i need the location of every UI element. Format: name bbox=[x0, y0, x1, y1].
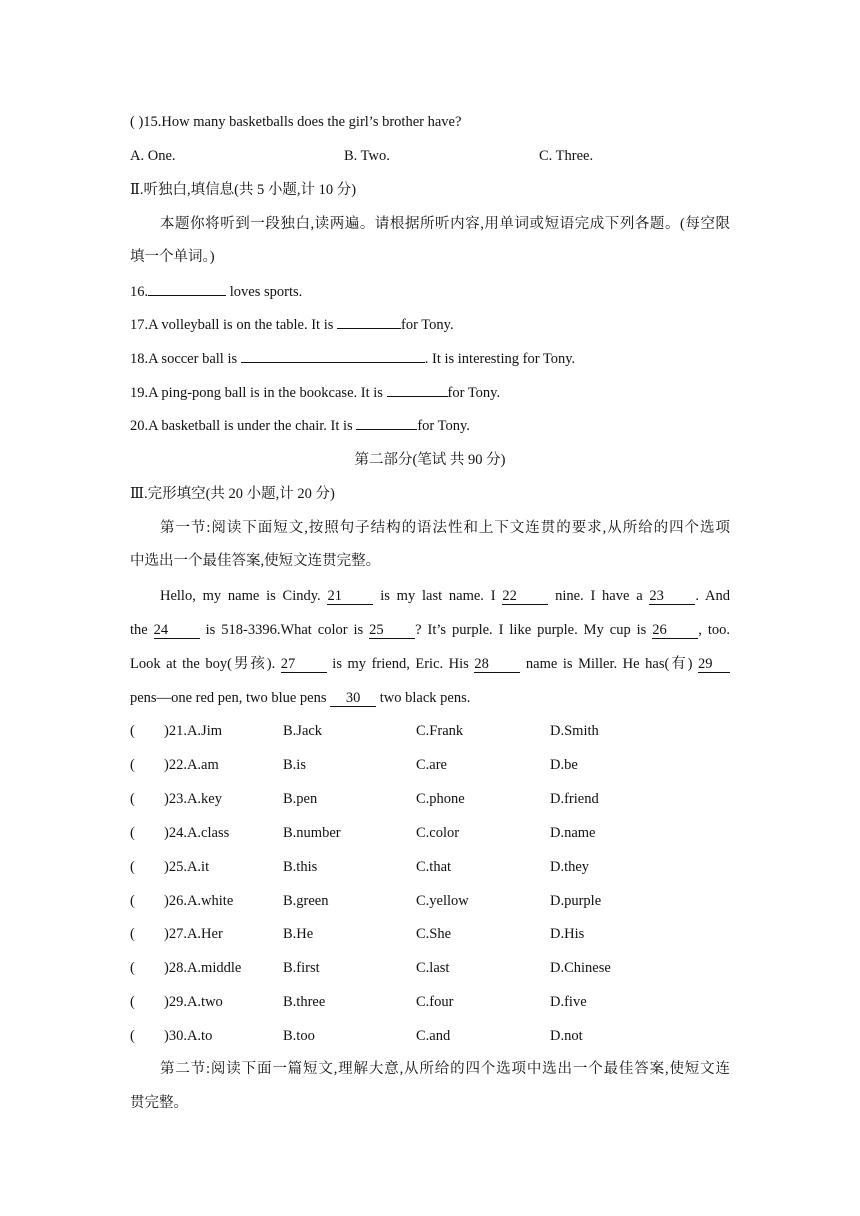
choice-c: C.phone bbox=[416, 790, 465, 807]
choice-a: )21.A.Jim bbox=[164, 723, 222, 739]
choice-a: )26.A.white bbox=[164, 892, 234, 909]
cloze-blank-24: 24 bbox=[154, 622, 200, 639]
choice-d: D.not bbox=[550, 1028, 583, 1045]
cloze-blank-27: 27 bbox=[281, 656, 327, 673]
choice-c: C.four bbox=[416, 994, 454, 1011]
choice-b: B.three bbox=[283, 994, 326, 1011]
choice-c: C.yellow bbox=[416, 892, 469, 909]
question-15 bbox=[130, 112, 461, 132]
section-3-part-1-instructions-line-1: 第一节:阅读下面短文,按照句子结构的语法性和上下文连贯的要求,从所给的四个选项 bbox=[160, 520, 730, 536]
choice-c: C.last bbox=[416, 960, 450, 977]
section-2-instructions-line-2: 填一个单词。) bbox=[130, 249, 215, 265]
choice-b: B.He bbox=[283, 926, 314, 943]
choice-b: B.number bbox=[283, 824, 341, 841]
passage-line-4: pens—one red pen, two blue pens 30 two black pens. bbox=[130, 690, 471, 706]
option-a: A. One. bbox=[130, 148, 176, 164]
fill-item-18: 18.A soccer ball is . It is interesting for Tony. bbox=[130, 351, 576, 367]
option-b: B. Two. bbox=[344, 148, 390, 164]
cloze-blank-29: 29 bbox=[698, 656, 730, 673]
answer-paren: ( bbox=[130, 723, 135, 739]
choice-d: D.five bbox=[550, 994, 587, 1011]
choice-c: C.are bbox=[416, 756, 447, 773]
section-2-title: Ⅱ.听独白,填信息(共 5 小题,计 10 分) bbox=[130, 182, 357, 198]
choice-a: )27.A.Her bbox=[164, 926, 223, 943]
cloze-blank-30: 30 bbox=[330, 690, 376, 707]
cloze-blank-25: 25 bbox=[369, 622, 415, 639]
answer-blank[interactable] bbox=[148, 295, 226, 296]
choice-a: )30.A.to bbox=[164, 1028, 213, 1045]
answer-blank[interactable] bbox=[356, 429, 417, 430]
section-3-part-2-instructions-line-1: 第二节:阅读下面一篇短文,理解大意,从所给的四个选项中选出一个最佳答案,使短文连 bbox=[160, 1061, 730, 1077]
choice-b: B.too bbox=[283, 1028, 315, 1045]
answer-paren: ( ) bbox=[130, 114, 144, 130]
choice-c: C.and bbox=[416, 1028, 451, 1045]
choice-d: D.name bbox=[550, 824, 596, 841]
answer-paren: ( bbox=[130, 756, 135, 773]
cloze-blank-22: 22 bbox=[502, 588, 548, 605]
section-3-part-1-instructions-line-2: 中选出一个最佳答案,使短文连贯完整。 bbox=[130, 553, 381, 569]
choice-b: B.green bbox=[283, 892, 329, 909]
choice-a: )22.A.am bbox=[164, 756, 219, 773]
choice-c: C.Frank bbox=[416, 723, 464, 739]
answer-blank[interactable] bbox=[337, 328, 401, 329]
cloze-blank-23: 23 bbox=[649, 588, 695, 605]
choice-d: D.purple bbox=[550, 892, 602, 909]
choice-a: )24.A.class bbox=[164, 824, 230, 841]
section-3-title: Ⅲ.完形填空(共 20 小题,计 20 分) bbox=[130, 486, 335, 502]
choice-d: D.friend bbox=[550, 790, 599, 807]
question-text: 15.How many basketballs does the girl’s brother have? bbox=[143, 114, 462, 130]
answer-paren: ( bbox=[130, 926, 135, 943]
choice-b: B.this bbox=[283, 858, 318, 875]
choice-a: )29.A.two bbox=[164, 994, 223, 1011]
answer-paren: ( bbox=[130, 790, 135, 807]
fill-item-17: 17.A volleyball is on the table. It is for Tony. bbox=[130, 317, 454, 333]
answer-blank[interactable] bbox=[387, 396, 448, 397]
choice-d: D.Smith bbox=[550, 723, 599, 739]
choice-c: C.She bbox=[416, 926, 452, 943]
passage-line-2: the 24 is 518-3396.What color is 25 ? It’s purple. I like purple. My cup is 26 , too. bbox=[130, 622, 731, 638]
answer-paren: ( bbox=[130, 1028, 135, 1045]
answer-blank[interactable] bbox=[241, 362, 425, 363]
fill-item-19: 19.A ping-pong ball is in the bookcase. It is for Tony. bbox=[130, 385, 501, 401]
choice-b: B.pen bbox=[283, 790, 318, 807]
cloze-blank-28: 28 bbox=[474, 656, 520, 673]
passage-line-1: Hello, my name is Cindy. 21 is my last name. I 22 nine. I have a 23 . And bbox=[160, 588, 730, 604]
choice-a: )23.A.key bbox=[164, 790, 222, 807]
choice-b: B.is bbox=[283, 756, 306, 773]
choice-b: B.Jack bbox=[283, 723, 323, 739]
answer-paren: ( bbox=[130, 858, 135, 875]
choice-d: D.His bbox=[550, 926, 585, 943]
choice-d: D.Chinese bbox=[550, 960, 611, 977]
choice-d: D.be bbox=[550, 756, 578, 773]
choice-a: )28.A.middle bbox=[164, 960, 242, 977]
part-2-title: 第二部分(笔试 共 90 分) bbox=[354, 452, 506, 468]
choice-a: )25.A.it bbox=[164, 858, 210, 875]
option-c: C. Three. bbox=[539, 148, 594, 164]
section-2-instructions-line-1: 本题你将听到一段独白,读两遍。请根据所听内容,用单词或短语完成下列各题。(每空限 bbox=[160, 216, 730, 232]
choice-c: C.color bbox=[416, 824, 460, 841]
answer-paren: ( bbox=[130, 824, 135, 841]
choice-c: C.that bbox=[416, 858, 452, 875]
answer-paren: ( bbox=[130, 994, 135, 1011]
answer-paren: ( bbox=[130, 960, 135, 977]
cloze-blank-26: 26 bbox=[652, 622, 698, 639]
fill-item-20: 20.A basketball is under the chair. It is for Tony. bbox=[130, 418, 470, 434]
cloze-blank-21: 21 bbox=[327, 588, 373, 605]
answer-paren: ( bbox=[130, 892, 135, 909]
fill-item-16: 16. loves sports. bbox=[130, 284, 303, 300]
passage-line-3: Look at the boy(男孩). 27 is my friend, Eric. His 28 name is Miller. He has(有) 29 bbox=[130, 654, 730, 674]
section-3-part-2-instructions-line-2: 贯完整。 bbox=[130, 1095, 188, 1111]
choice-b: B.first bbox=[283, 960, 320, 977]
choice-d: D.they bbox=[550, 858, 590, 875]
